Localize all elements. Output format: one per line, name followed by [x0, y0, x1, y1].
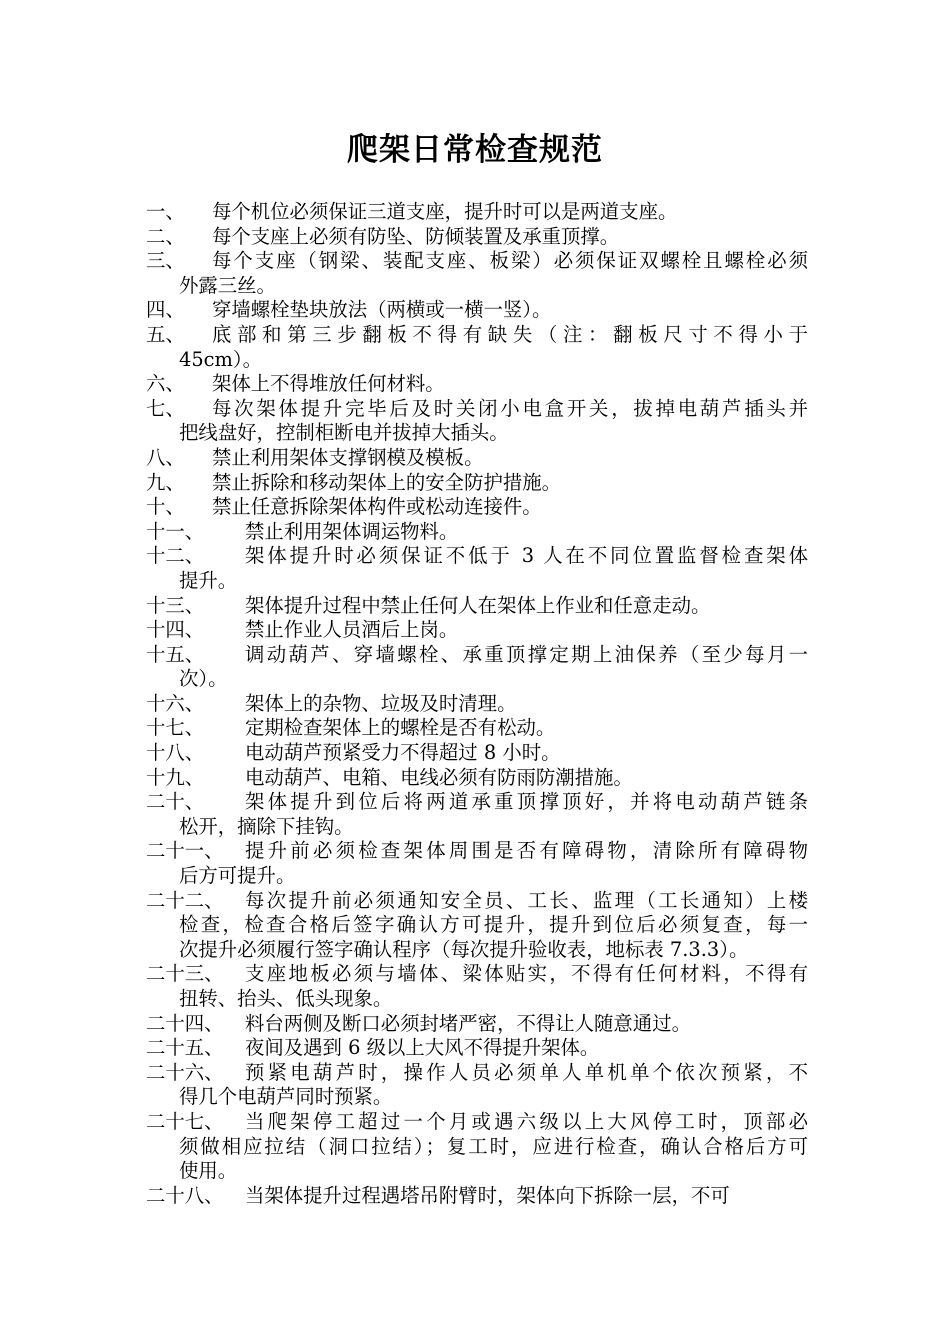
rule-first-line	[146, 716, 808, 741]
rule-item	[146, 643, 808, 692]
rule-item	[146, 1061, 808, 1110]
rule-number: 六、	[146, 372, 185, 396]
rule-number: 二十五、	[146, 1036, 224, 1060]
rule-number: 二、	[146, 224, 185, 248]
rule-text: 夜间及遇到 6 级以上大风不得提升架体。	[245, 1036, 600, 1060]
rule-first-line	[146, 618, 808, 643]
rule-number: 十六、	[146, 691, 205, 715]
rule-text: 底部和第三步翻板不得有缺失（注：翻板尺寸不得小于	[212, 322, 808, 346]
rule-item	[146, 471, 808, 496]
rule-item	[146, 692, 808, 717]
rule-text: 提升前必须检查架体周围是否有障碍物，清除所有障碍物	[245, 839, 808, 863]
rule-first-line	[146, 397, 808, 422]
rule-text: 穿墙螺栓垫块放法（两横或一横一竖）。	[212, 298, 552, 322]
rule-first-line	[146, 372, 808, 397]
rule-text: 每个机位必须保证三道支座，提升时可以是两道支座。	[212, 200, 678, 223]
rule-first-line	[146, 544, 808, 569]
rule-text: 每个支座（钢梁、装配支座、板梁）必须保证双螺栓且螺栓必须	[212, 249, 808, 273]
rule-number: 十三、	[146, 593, 205, 617]
rule-text: 架体提升到位后将两道承重顶撑顶好，并将电动葫芦链条	[245, 790, 808, 814]
rule-text-continuation: 扭转、抬头、低头现象。	[179, 987, 393, 1010]
rule-text: 电动葫芦预紧受力不得超过 8 小时。	[245, 741, 561, 765]
rule-number: 十二、	[146, 544, 205, 568]
rule-first-line	[146, 790, 808, 815]
rule-number: 十四、	[146, 618, 205, 642]
rule-text-continuation: 使用。	[179, 1159, 238, 1183]
rule-first-line	[146, 1110, 808, 1135]
rule-first-line	[146, 1061, 808, 1086]
rule-item	[146, 446, 808, 471]
rule-first-line	[146, 741, 808, 766]
rule-first-line	[146, 766, 808, 791]
rule-text-continuation: 次）。	[179, 667, 228, 691]
rule-first-line	[146, 446, 808, 471]
document-title: 爬架日常检查规范	[347, 132, 603, 168]
rule-item	[146, 716, 808, 741]
rule-text: 架体上的杂物、垃圾及时清理。	[245, 691, 517, 715]
rule-first-line	[146, 298, 808, 323]
rule-item	[146, 200, 808, 225]
rule-first-line	[146, 249, 808, 274]
rule-number: 二十、	[146, 790, 205, 814]
rule-text-continuation: 把线盘好，控制柜断电并拔掉大插头。	[179, 421, 509, 445]
rule-item	[146, 790, 808, 839]
rule-first-line	[146, 471, 808, 496]
rule-first-line	[146, 962, 808, 987]
rule-text: 定期检查架体上的螺栓是否有松动。	[245, 716, 556, 740]
rule-text: 调动葫芦、穿墙螺栓、承重顶撑定期上油保养（至少每月一	[245, 642, 808, 666]
rule-text: 禁止利用架体支撑钢模及模板。	[212, 445, 484, 469]
rule-number: 二十六、	[146, 1060, 224, 1084]
rule-text-continuation: 提升。	[179, 568, 238, 592]
rule-first-line	[146, 495, 808, 520]
rule-first-line	[146, 1036, 808, 1061]
rule-item	[146, 298, 808, 323]
rule-number: 三、	[146, 249, 185, 273]
rule-text: 料台两侧及断口必须封堵严密，不得让人随意通过。	[245, 1011, 691, 1035]
rule-first-line	[146, 323, 808, 348]
rule-item	[146, 962, 808, 1011]
rule-item	[146, 889, 808, 963]
rule-item	[146, 1036, 808, 1061]
rule-item	[146, 372, 808, 397]
rule-first-line	[146, 520, 808, 545]
rule-number: 七、	[146, 396, 185, 420]
rule-item	[146, 1110, 808, 1184]
rule-item	[146, 741, 808, 766]
rule-first-line	[146, 1012, 808, 1037]
rule-item	[146, 839, 808, 888]
rule-first-line	[146, 594, 808, 619]
rule-number: 一、	[146, 200, 185, 223]
rule-item	[146, 1184, 808, 1209]
rule-first-line	[146, 1184, 808, 1209]
rule-text-continuation: 检查，检查合格后签字确认方可提升，提升到位后必须复查，每一	[179, 913, 808, 937]
rule-text-continuation: 须做相应拉结（洞口拉结）；复工时，应进行检查，确认合格后方可	[179, 1134, 808, 1158]
rule-text: 支座地板必须与墙体、梁体贴实，不得有任何材料，不得有	[245, 962, 808, 986]
rule-text: 当架体提升过程遇塔吊附臂时，架体向下拆除一层，不可	[245, 1183, 730, 1207]
rule-item	[146, 249, 808, 298]
rule-number: 十五、	[146, 642, 205, 666]
rule-text-continuation: 外露三丝。	[179, 273, 276, 297]
rule-text: 每个支座上必须有防坠、防倾装置及承重顶撑。	[212, 224, 620, 248]
rule-number: 五、	[146, 322, 185, 346]
rule-number: 十八、	[146, 741, 205, 765]
rule-first-line	[146, 643, 808, 668]
rules-list	[146, 200, 808, 1208]
rule-item	[146, 323, 808, 372]
rule-text: 禁止作业人员酒后上岗。	[245, 618, 459, 642]
rule-number: 八、	[146, 445, 185, 469]
rule-number: 四、	[146, 298, 185, 322]
rule-text: 架体上不得堆放任何材料。	[212, 372, 445, 396]
rule-item	[146, 544, 808, 593]
rule-item	[146, 225, 808, 250]
rule-number: 九、	[146, 470, 185, 494]
rule-number: 十、	[146, 495, 185, 519]
rule-number: 十一、	[146, 519, 205, 543]
rule-number: 二十七、	[146, 1109, 224, 1133]
rule-text-continuation: 后方可提升。	[179, 864, 296, 888]
rule-number: 二十四、	[146, 1011, 224, 1035]
rule-number: 十九、	[146, 765, 205, 789]
rule-first-line	[146, 200, 808, 225]
rule-first-line	[146, 839, 808, 864]
rule-text-continuation: 次提升必须履行签字确认程序（每次提升验收表，地标表 7.3.3）。	[179, 937, 749, 961]
rule-text: 预紧电葫芦时，操作人员必须单人单机单个依次预紧，不	[245, 1060, 808, 1084]
rule-first-line	[146, 692, 808, 717]
rule-text: 每次提升前必须通知安全员、工长、监理（工长通知）上楼	[245, 888, 808, 912]
rule-number: 二十三、	[146, 962, 224, 986]
rule-item	[146, 618, 808, 643]
rule-item	[146, 495, 808, 520]
rule-number: 十七、	[146, 716, 205, 740]
rule-text: 架体提升过程中禁止任何人在架体上作业和任意走动。	[245, 593, 711, 617]
rule-number: 二十八、	[146, 1183, 224, 1207]
rule-text: 禁止利用架体调运物料。	[245, 519, 459, 543]
rule-text: 架体提升时必须保证不低于 3 人在不同位置监督检查架体	[245, 544, 808, 568]
rule-text: 电动葫芦、电箱、电线必须有防雨防潮措施。	[245, 765, 633, 789]
rule-first-line	[146, 225, 808, 250]
rule-item	[146, 1012, 808, 1037]
rule-number: 二十一、	[146, 839, 224, 863]
rule-text: 禁止任意拆除架体构件或松动连接件。	[212, 495, 542, 519]
rule-text-continuation: 松开，摘除下挂钩。	[179, 814, 354, 838]
rule-text: 禁止拆除和移动架体上的安全防护措施。	[212, 470, 562, 494]
rule-item	[146, 766, 808, 791]
rule-text-continuation: 45cm）。	[179, 347, 263, 371]
rule-number: 二十二、	[146, 888, 224, 912]
rule-text: 当爬架停工超过一个月或遇六级以上大风停工时，顶部必	[245, 1109, 808, 1133]
rule-item	[146, 594, 808, 619]
rule-first-line	[146, 889, 808, 914]
rule-text: 每次架体提升完毕后及时关闭小电盒开关，拔掉电葫芦插头并	[212, 396, 808, 420]
rule-item	[146, 397, 808, 446]
rule-item	[146, 520, 808, 545]
rule-text-continuation: 得几个电葫芦同时预紧。	[179, 1085, 393, 1109]
